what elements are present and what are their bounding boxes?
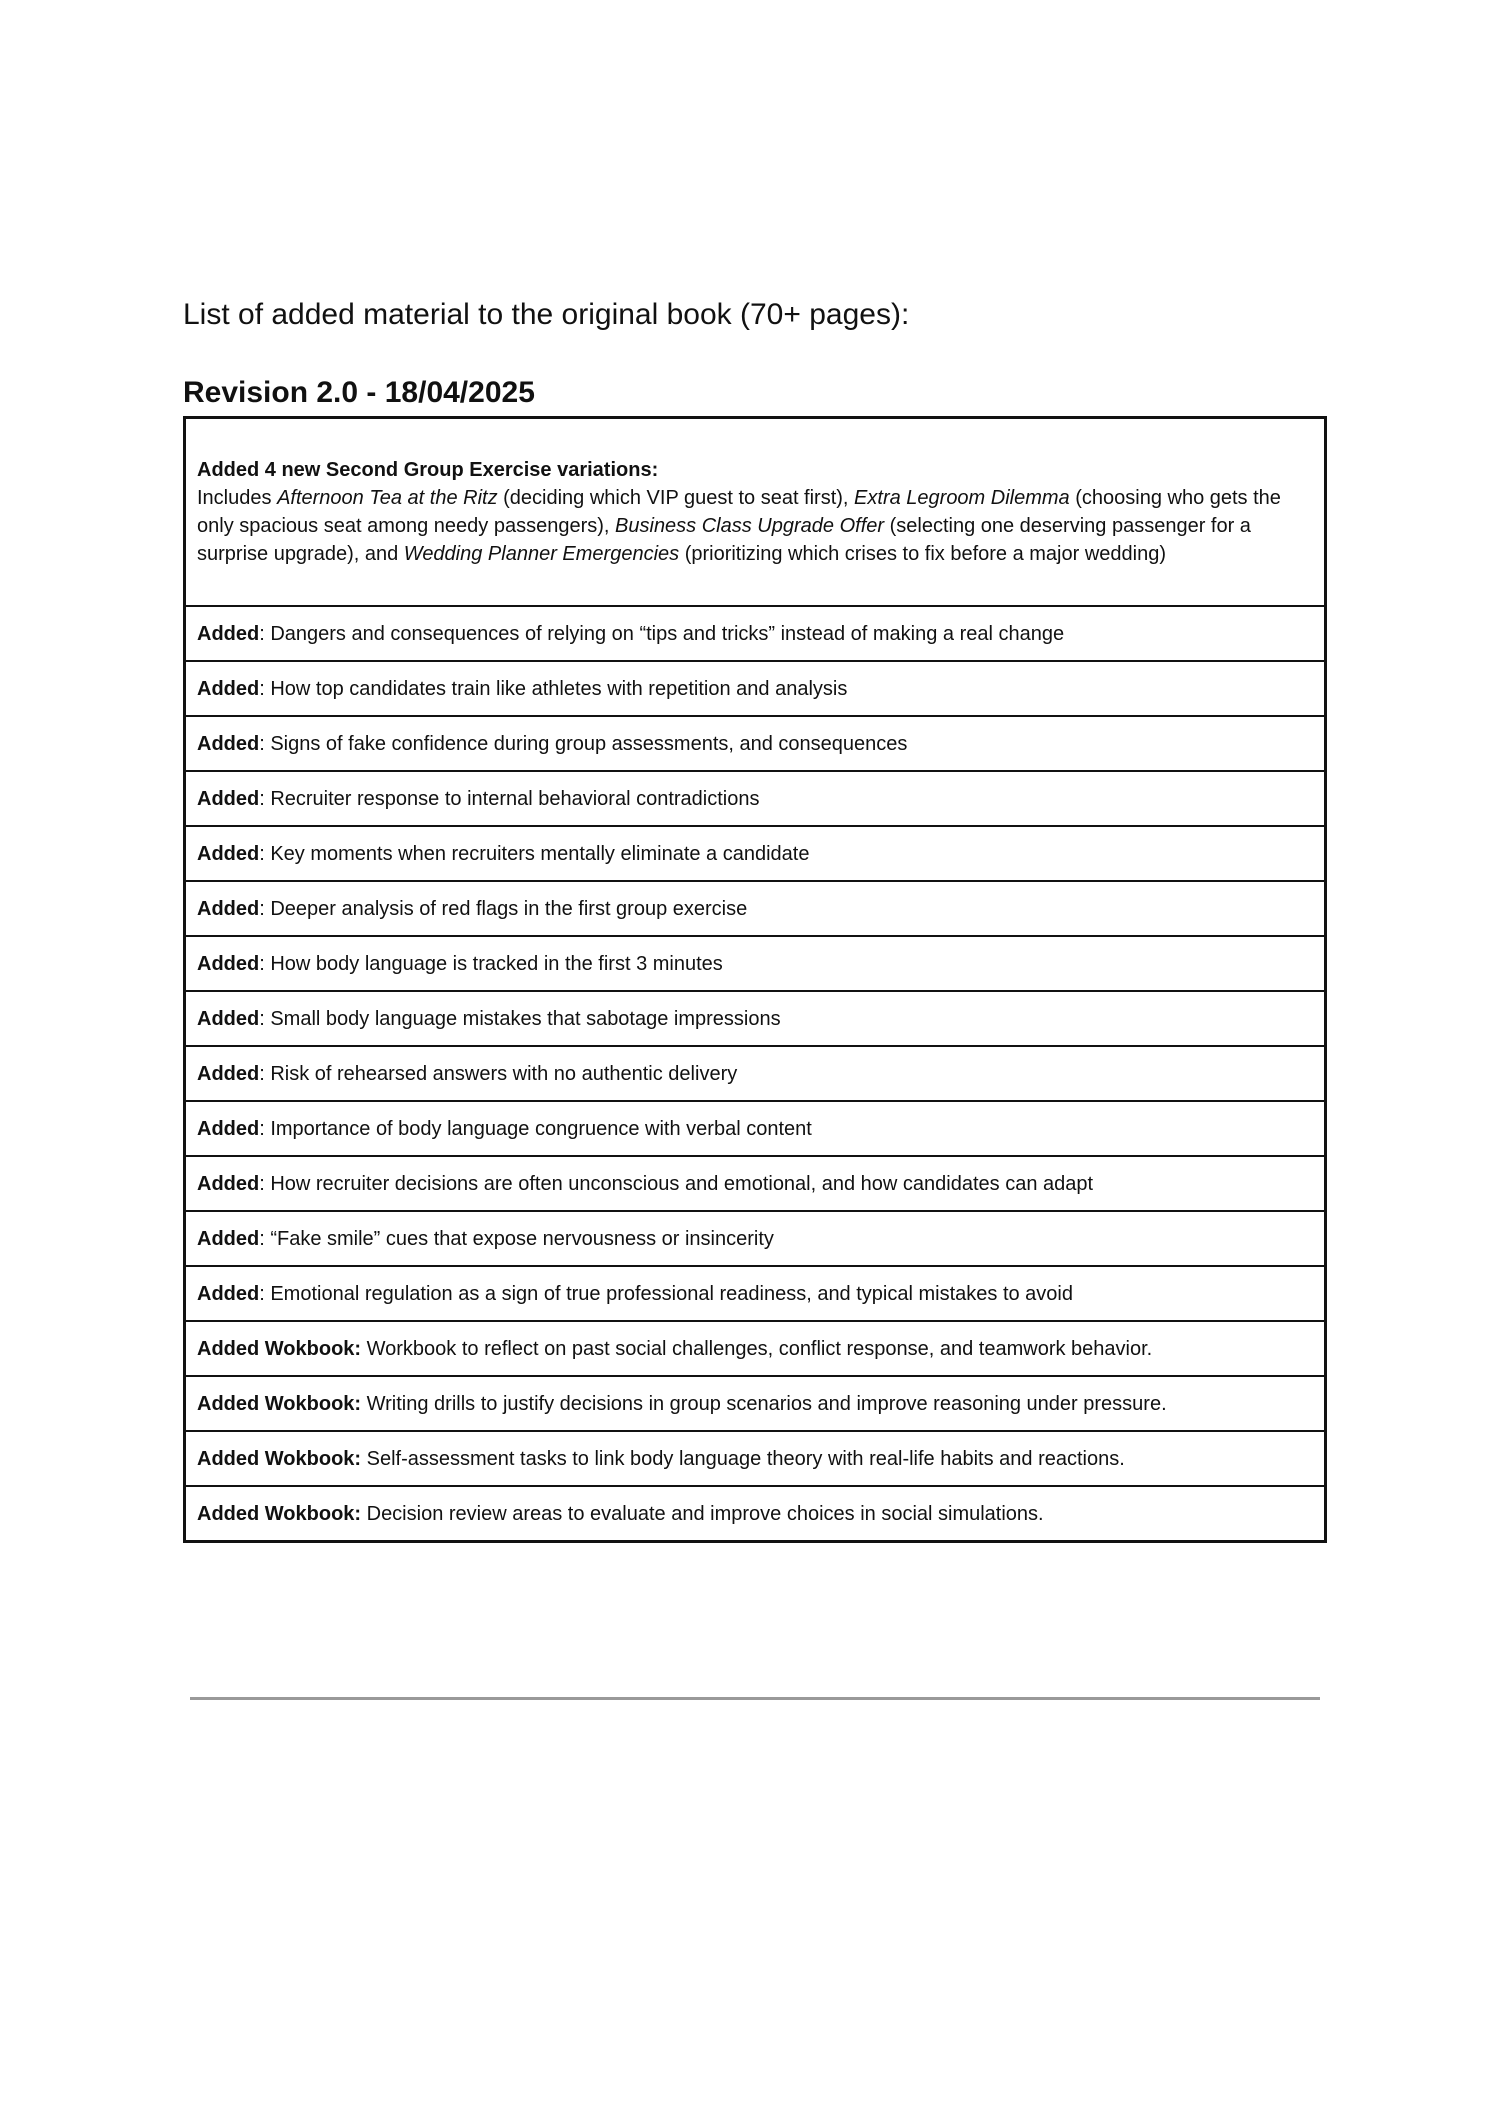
row-label: Added Wokbook: (197, 1337, 362, 1360)
table-cell (185, 661, 1326, 716)
table-row (185, 1431, 1326, 1486)
table-row (185, 991, 1326, 1046)
row-text: : Deeper analysis of red flags in the first group exercise (259, 897, 748, 920)
row-text: : “Fake smile” cues that expose nervousness or insincerity (259, 1227, 774, 1250)
row-label: Added (197, 952, 260, 975)
row-text: : Small body language mistakes that sabotage impressions (259, 1007, 781, 1030)
row-label: Added Wokbook: (197, 1447, 362, 1470)
row-label: Added (197, 732, 260, 755)
row-label: Added (197, 1172, 260, 1195)
row-label: Added (197, 1062, 260, 1085)
table-cell (185, 418, 1326, 607)
table-row (185, 1321, 1326, 1376)
table-row (185, 1101, 1326, 1156)
row-label: Added (197, 1227, 260, 1250)
description-text: (selecting one deserving passenger for a surprise upgrade), and (197, 515, 1251, 565)
table-row (185, 1046, 1326, 1101)
table-cell (185, 716, 1326, 771)
table-row (185, 716, 1326, 771)
table-row (185, 1156, 1326, 1211)
exercise-name: Business Class Upgrade Offer (615, 515, 885, 537)
table-cell (185, 606, 1326, 661)
row-text: Self-assessment tasks to link body language theory with real-life habits and reactions. (361, 1447, 1125, 1470)
row-text: Workbook to reflect on past social challenges, conflict response, and teamwork behavior. (361, 1337, 1153, 1360)
row-text: : Signs of fake confidence during group assessments, and consequences (259, 732, 908, 755)
revision-heading: Revision 2.0 - 18/04/2025 (183, 376, 535, 409)
row-text: : How body language is tracked in the first 3 minutes (259, 952, 723, 975)
table-cell (185, 771, 1326, 826)
row-label: Added (197, 677, 260, 700)
row-text: : Recruiter response to internal behavioral contradictions (259, 787, 760, 810)
row-text: : How top candidates train like athletes with repetition and analysis (259, 677, 848, 700)
row-label: Added Wokbook: (197, 1502, 362, 1525)
table-row (185, 826, 1326, 881)
table-cell (185, 936, 1326, 991)
added-material-table (183, 416, 1327, 1543)
table-cell (185, 1156, 1326, 1211)
table-row (185, 418, 1326, 607)
row-text: Decision review areas to evaluate and improve choices in social simulations. (361, 1502, 1044, 1525)
row-text: : Importance of body language congruence with verbal content (259, 1117, 812, 1140)
row-label: Added (197, 1007, 260, 1030)
row-text: : How recruiter decisions are often unconscious and emotional, and how candidates can adapt (259, 1172, 1094, 1195)
table-row (185, 606, 1326, 661)
horizontal-divider (190, 1697, 1320, 1700)
table-cell (185, 1321, 1326, 1376)
row-text: : Risk of rehearsed answers with no authentic delivery (259, 1062, 738, 1085)
row-label: Added (197, 787, 260, 810)
row-text: : Key moments when recruiters mentally eliminate a candidate (259, 842, 810, 865)
row-text: Writing drills to justify decisions in group scenarios and improve reasoning under pressure. (361, 1392, 1167, 1415)
row-text: : Emotional regulation as a sign of true professional readiness, and typical mistakes to avoid (259, 1282, 1073, 1305)
table-cell (185, 1266, 1326, 1321)
description-text: (deciding which VIP guest to seat first), (497, 487, 855, 509)
description-text: Includes (197, 487, 278, 509)
row-text: : Dangers and consequences of relying on “tips and tricks” instead of making a real change (259, 622, 1065, 645)
table-cell (185, 1046, 1326, 1101)
table-cell (185, 1431, 1326, 1486)
description-text: (choosing who gets the only spacious seat among needy passengers), (197, 487, 1281, 537)
exercise-name: Wedding Planner Emergencies (403, 543, 680, 565)
table-row (185, 1266, 1326, 1321)
table-row (185, 881, 1326, 936)
description-text: (prioritizing which crises to fix before a major wedding) (679, 543, 1166, 565)
row-label: Added (197, 842, 260, 865)
exercise-name: Afternoon Tea at the Ritz (277, 487, 498, 509)
table-row (185, 771, 1326, 826)
table-cell (185, 826, 1326, 881)
table-cell (185, 881, 1326, 936)
row-label: Added (197, 897, 260, 920)
row-label: Added (197, 1117, 260, 1140)
table-cell (185, 1211, 1326, 1266)
row-label: Added (197, 1282, 260, 1305)
exercise-name: Extra Legroom Dilemma (854, 487, 1070, 509)
table-row (185, 936, 1326, 991)
table-cell (185, 1101, 1326, 1156)
table-cell (185, 991, 1326, 1046)
table-row (185, 661, 1326, 716)
table-cell (185, 1486, 1326, 1542)
table-cell (185, 1376, 1326, 1431)
page-heading: List of added material to the original book (70+ pages): (183, 298, 910, 331)
row-label: Added Wokbook: (197, 1392, 362, 1415)
row-label: Added (197, 622, 260, 645)
row-title: Added 4 new Second Group Exercise variations: (197, 459, 659, 481)
table-row (185, 1376, 1326, 1431)
row-description (197, 487, 1281, 565)
table-row (185, 1211, 1326, 1266)
table-row (185, 1486, 1326, 1542)
